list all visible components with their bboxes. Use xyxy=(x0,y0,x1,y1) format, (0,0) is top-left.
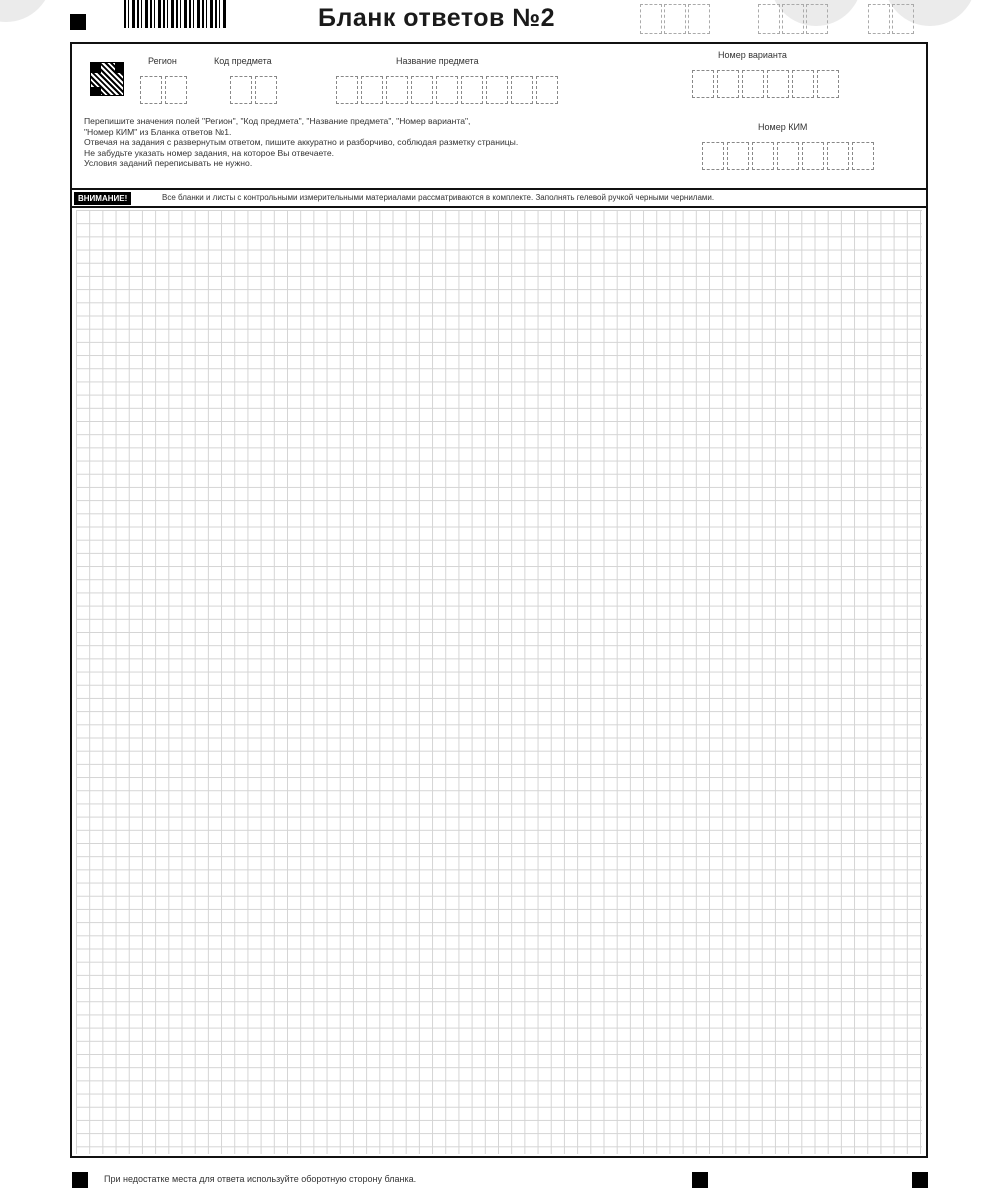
corner-marker-bottom-middle xyxy=(692,1172,708,1188)
subject-name-field[interactable] xyxy=(336,76,561,104)
instruction-line: Не забудьте указать номер задания, на которое Вы отвечаете. xyxy=(84,147,335,158)
variant-number-label: Номер варианта xyxy=(718,50,787,60)
form-title: Бланк ответов №2 xyxy=(318,4,556,32)
overlay-circle-left xyxy=(0,0,52,22)
region-field[interactable] xyxy=(140,76,190,104)
warning-label: ВНИМАНИЕ! xyxy=(74,192,131,205)
subject-code-field[interactable] xyxy=(230,76,280,104)
warning-text: Все бланки и листы с контрольными измерительными материалами рассматриваются в комплекте. Заполнять гелевой ручкой черными чернилами. xyxy=(162,193,715,202)
instructions xyxy=(84,116,684,169)
variant-number-field[interactable] xyxy=(692,70,842,98)
kim-number-field[interactable] xyxy=(702,142,877,170)
corner-marker-bottom-right xyxy=(912,1172,928,1188)
barcode xyxy=(124,0,228,28)
instruction-line: "Номер КИМ" из Бланка ответов №1. xyxy=(84,126,232,137)
corner-marker-top-left xyxy=(70,14,86,30)
answer-sheet-frame xyxy=(70,42,928,1158)
instruction-line: Отвечая на задания с развернутым ответом, пишите аккуратно и разборчиво, соблюдая разметку страницы. xyxy=(84,137,519,147)
subject-name-label: Название предмета xyxy=(396,56,479,66)
top-id-cells-right xyxy=(758,2,928,32)
form-header xyxy=(72,44,926,190)
qr-code-icon xyxy=(90,62,124,96)
subject-code-label: Код предмета xyxy=(214,56,272,66)
corner-marker-bottom-left xyxy=(72,1172,88,1188)
warning-bar xyxy=(72,190,926,208)
region-label: Регион xyxy=(148,56,177,66)
top-id-cells xyxy=(640,2,720,32)
footer-note: При недостатке места для ответа используйте оборотную сторону бланка. xyxy=(104,1174,417,1184)
answer-grid-area[interactable] xyxy=(76,210,922,1154)
instruction-line: Перепишите значения полей "Регион", "Код предмета", "Название предмета", "Номер варианта", xyxy=(84,116,471,126)
kim-number-label: Номер КИМ xyxy=(758,122,808,132)
instruction-line: Условия заданий переписывать не нужно. xyxy=(84,158,253,168)
